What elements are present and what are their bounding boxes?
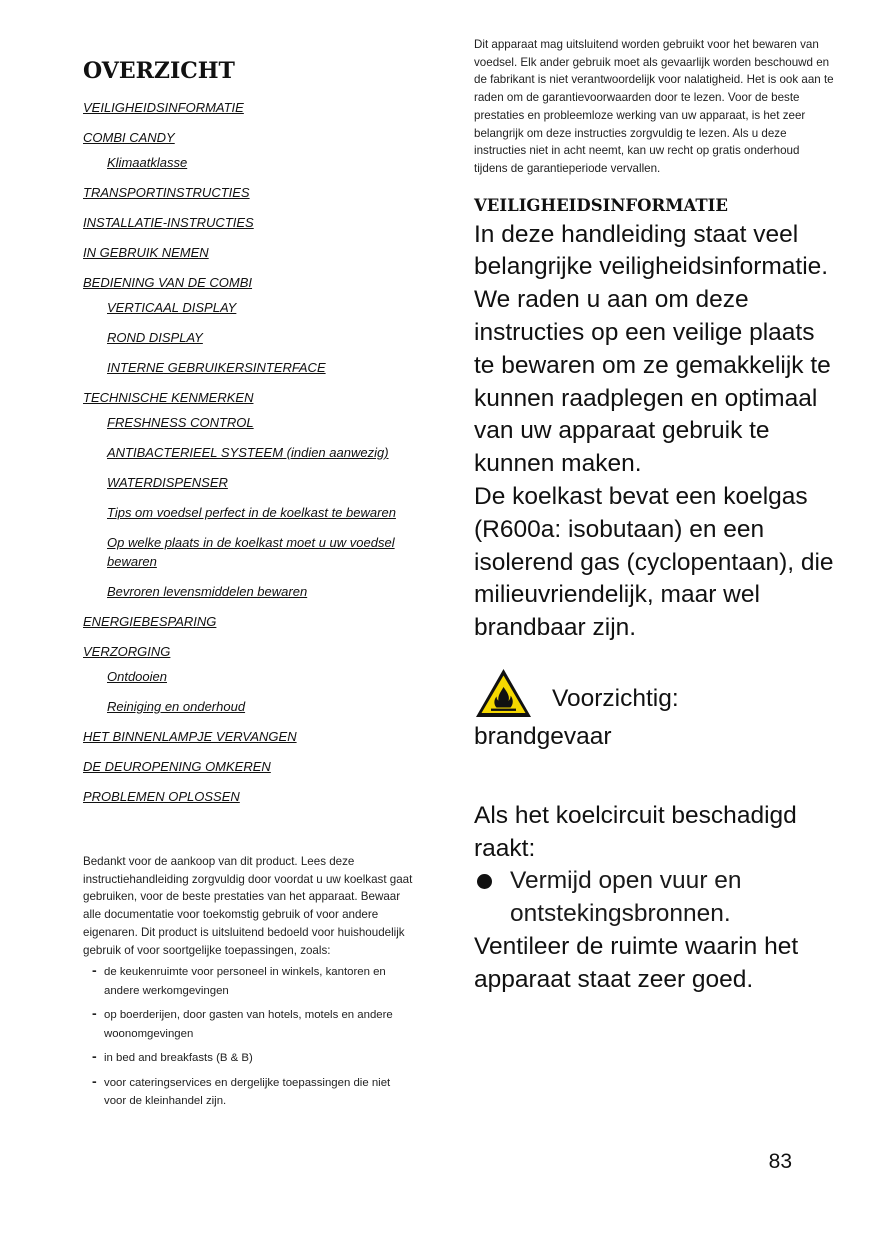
toc-link[interactable]: VERZORGING — [83, 644, 171, 659]
toc-link[interactable]: TECHNISCHE KENMERKEN — [83, 390, 254, 405]
toc-link[interactable]: ENERGIEBESPARING — [83, 614, 217, 629]
list-item: - op boerderijen, door gasten van hotels, motels en andere woonomgevingen — [92, 1005, 393, 1040]
section-heading: VEILIGHEIDSINFORMATIE — [474, 195, 728, 215]
intro-section — [83, 853, 413, 1117]
list-item: - in bed and breakfasts (B & B) — [92, 1048, 253, 1065]
right-column — [474, 36, 834, 997]
toc-sublink[interactable]: Tips om voedsel perfect in de koelkast te bewaren — [107, 505, 396, 520]
list-item: - voor cateringservices en dergelijke toepassingen die niet voor de kleinhandel zijn. — [92, 1072, 391, 1108]
dash-icon: - — [92, 1005, 97, 1022]
circuit-paragraph: Als het koelcircuit beschadigd raakt: — [474, 801, 797, 862]
toc-list — [83, 98, 423, 806]
toc-link[interactable]: VEILIGHEIDSINFORMATIE — [83, 100, 244, 115]
toc-sublink[interactable]: ANTIBACTERIEEL SYSTEEM (indien aanwezig) — [107, 445, 389, 460]
ventilation-paragraph: Ventileer de ruimte waarin het apparaat staat zeer goed. — [474, 932, 799, 993]
warning-subtitle: brandgevaar — [474, 722, 612, 750]
dash-icon: - — [92, 1048, 97, 1065]
toc-sublink[interactable]: Reiniging en onderhoud — [107, 699, 246, 714]
toc-link[interactable]: HET BINNENLAMPJE VERVANGEN — [83, 729, 297, 744]
list-item: - de keukenruimte voor personeel in winkels, kantoren en andere werkomgevingen — [92, 962, 386, 997]
table-of-contents — [83, 58, 423, 817]
dash-icon: - — [92, 962, 97, 979]
toc-sublink[interactable]: Klimaatklasse — [107, 155, 188, 170]
dash-icon: - — [92, 1072, 97, 1089]
toc-sublink[interactable]: FRESHNESS CONTROL — [107, 415, 254, 430]
gas-paragraph: De koelkast bevat een koelgas (R600a: isobutaan) en een isolerend gas (cyclopentaan), die milieuvriendelijk, maar wel brandbaar zijn. — [474, 483, 834, 642]
toc-sublink[interactable]: Ontdooien — [107, 669, 167, 684]
page-number: 83 — [768, 1150, 792, 1173]
toc-link[interactable]: IN GEBRUIK NEMEN — [83, 245, 209, 260]
usage-notice: Dit apparaat mag uitsluitend worden gebruikt voor het bewaren van voedsel. Elk ander gebruik moet als gevaarlijk worden beschouwd en de fabrikant is niet verantwoordelijk voor nalatigheid. Het is ook aan te raden om de garantievoorwaarden door te lezen. Voor de beste prestaties en probleemloze werking van uw apparaat, is het zeer belangrijk om deze instructies zorgvuldig te lezen. Als u deze instructies niet in acht neemt, kan uw recht op gratis onderhoud tijdens de garantieperiode vervallen. — [474, 38, 834, 175]
toc-sublink[interactable]: Op welke plaats in de koelkast moet u uw voedsel bewaren — [107, 535, 395, 569]
usage-list — [83, 963, 413, 1111]
toc-sublink[interactable]: ROND DISPLAY — [107, 330, 203, 345]
flammable-warning-icon — [474, 667, 533, 719]
bullet-icon — [477, 874, 492, 889]
toc-link[interactable]: PROBLEMEN OPLOSSEN — [83, 789, 240, 804]
list-item: Vermijd open vuur en ontstekingsbronnen. — [474, 865, 834, 931]
toc-link[interactable]: TRANSPORTINSTRUCTIES — [83, 185, 250, 200]
toc-link[interactable]: BEDIENING VAN DE COMBI — [83, 275, 253, 290]
safety-paragraph: In deze handleiding staat veel belangrijke veiligheidsinformatie. We raden u aan om deze instructies op een veilige plaats te bewaren om ze gemakkelijk te kunnen raadplegen en optimaal van uw apparaat gebruik te kunnen maken. — [474, 220, 831, 478]
toc-link[interactable]: INSTALLATIE-INSTRUCTIES — [83, 215, 254, 230]
warning-label: Voorzichtig: — [552, 684, 679, 712]
intro-paragraph: Bedankt voor de aankoop van dit product. Lees deze instructiehandleiding zorgvuldig door voordat u uw koelkast gaat gebruiken, voor de beste prestaties van het apparaat. Bewaar alle documentatie voor toekomstig gebruik of voor andere eigenaren. Dit product is uitsluitend bedoeld voor huishoudelijk gebruik of voor soortgelijke toepassingen, zoals: — [83, 855, 413, 957]
toc-sublink[interactable]: Bevroren levensmiddelen bewaren — [107, 584, 308, 599]
toc-sublink[interactable]: INTERNE GEBRUIKERSINTERFACE — [107, 360, 326, 375]
toc-link[interactable]: DE DEUROPENING OMKEREN — [83, 759, 271, 774]
toc-sublink[interactable]: VERTICAAL DISPLAY — [107, 300, 237, 315]
toc-sublink[interactable]: WATERDISPENSER — [107, 475, 228, 490]
warning-row — [474, 667, 834, 721]
toc-link[interactable]: COMBI CANDY — [83, 130, 175, 145]
toc-title: OVERZICHT — [83, 58, 235, 84]
